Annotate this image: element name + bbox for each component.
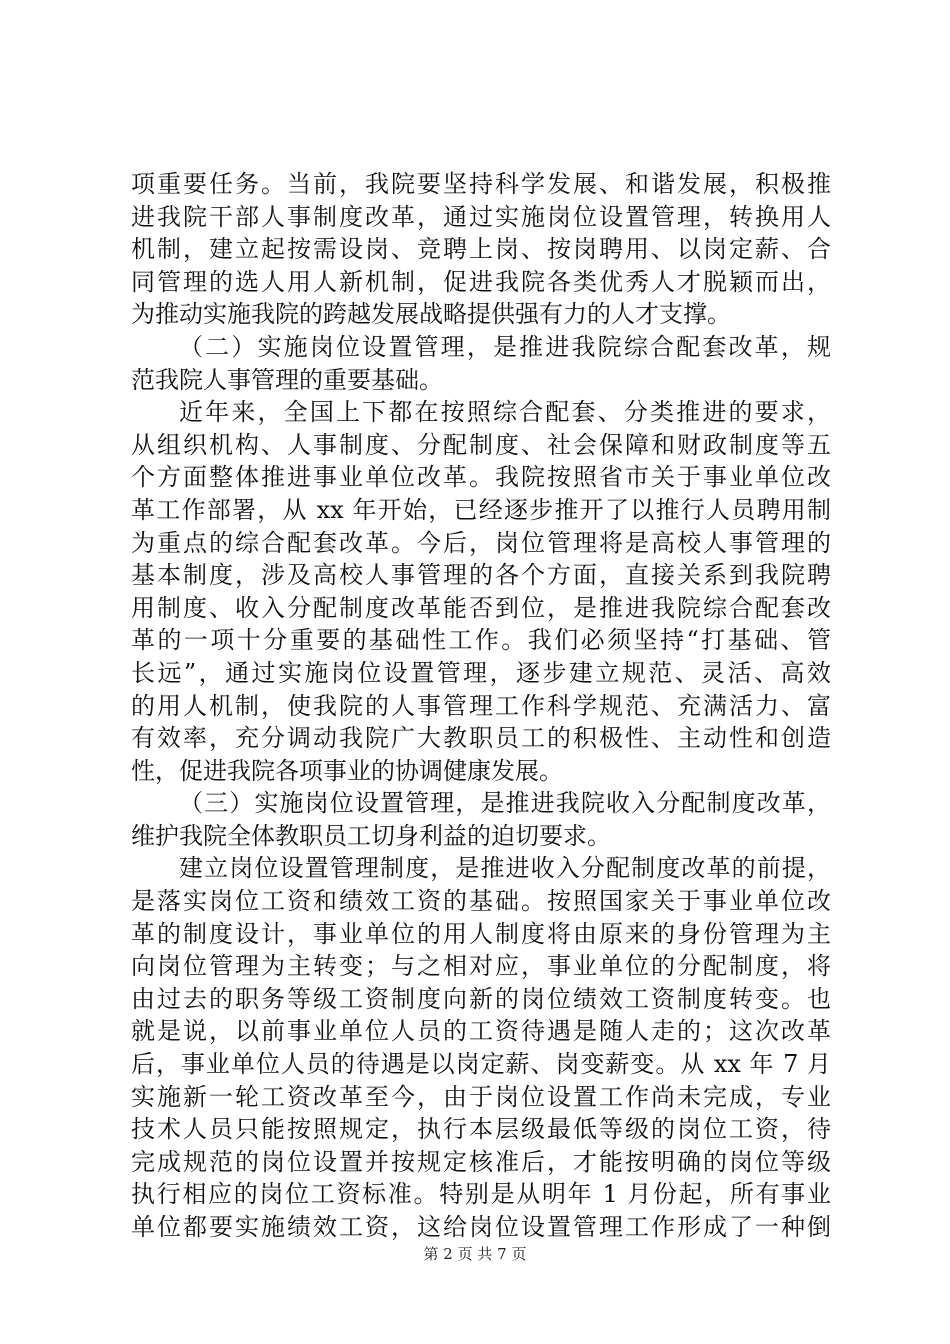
text-line: 由过去的职务等级工资制度向新的岗位绩效工资制度转变。也 <box>131 984 831 1013</box>
text-line: 长远”，通过实施岗位设置管理，逐步建立规范、灵活、高效 <box>131 658 831 687</box>
text-line: 个方面整体推进事业单位改革。我院按照省市关于事业单位改 <box>131 463 831 492</box>
text-line: 进我院干部人事制度改革，通过实施岗位设置管理，转换用人 <box>131 202 831 231</box>
text-line: 就是说，以前事业单位人员的工资待遇是随人走的；这次改革 <box>131 1017 831 1046</box>
text-line: 技术人员只能按照规定，执行本层级最低等级的岗位工资，待 <box>131 1115 831 1144</box>
text-line: 范我院人事管理的重要基础。 <box>131 365 443 394</box>
document-body <box>131 168 831 1244</box>
text-line: 用制度、收入分配制度改革能否到位，是推进我院综合配套改 <box>131 593 831 622</box>
text-line: （二）实施岗位设置管理，是推进我院综合配套改革，规 <box>179 332 831 361</box>
text-line: 维护我院全体教职员工切身利益的迫切要求。 <box>131 821 611 850</box>
text-line: 项重要任务。当前，我院要坚持科学发展、和谐发展，积极推 <box>131 170 831 198</box>
text-line: 机制，建立起按需设岗、竞聘上岗、按岗聘用、以岗定薪、合 <box>131 235 831 264</box>
text-line: 为重点的综合配套改革。今后，岗位管理将是高校人事管理的 <box>131 528 831 557</box>
text-line: 的用人机制，使我院的人事管理工作科学规范、充满活力、富 <box>131 691 831 720</box>
text-line: 实施新一轮工资改革至今，由于岗位设置工作尚未完成，专业 <box>131 1082 831 1111</box>
text-line: 是落实岗位工资和绩效工资的基础。按照国家关于事业单位改 <box>131 887 831 916</box>
text-line: 从组织机构、人事制度、分配制度、社会保障和财政制度等五 <box>131 430 831 459</box>
text-line: 后，事业单位人员的待遇是以岗定薪、岗变薪变。从 xx 年 7 月 <box>131 1050 831 1079</box>
text-line: 革工作部署，从 xx 年开始，已经逐步推开了以推行人员聘用制 <box>131 495 831 524</box>
text-line: 建立岗位设置管理制度，是推进收入分配制度改革的前提， <box>179 854 831 883</box>
text-line: （三）实施岗位设置管理，是推进我院收入分配制度改革， <box>179 789 831 818</box>
page-number-footer: 第 2 页 共 7 页 <box>423 1245 527 1263</box>
text-line: 执行相应的岗位工资标准。特别是从明年 1 月份起，所有事业 <box>131 1180 831 1209</box>
text-line: 革的制度设计，事业单位的用人制度将由原来的身份管理为主 <box>131 919 831 948</box>
text-line: 有效率，充分调动我院广大教职员工的积极性、主动性和创造 <box>131 724 831 753</box>
text-line: 完成规范的岗位设置并按规定核准后，才能按明确的岗位等级 <box>131 1147 831 1176</box>
text-line: 向岗位管理为主转变；与之相对应，事业单位的分配制度，将 <box>131 952 831 981</box>
text-line: 基本制度，涉及高校人事管理的各个方面，直接关系到我院聘 <box>131 561 831 590</box>
text-line: 为推动实施我院的跨越发展战略提供强有力的人才支撑。 <box>131 300 731 329</box>
text-line: 性，促进我院各项事业的协调健康发展。 <box>131 756 563 785</box>
text-line: 革的一项十分重要的基础性工作。我们必须坚持“打基础、管 <box>131 626 831 655</box>
text-line: 同管理的选人用人新机制，促进我院各类优秀人才脱颖而出， <box>131 267 831 296</box>
text-line: 单位都要实施绩效工资，这给岗位设置管理工作形成了一种倒 <box>131 1213 831 1241</box>
text-line: 近年来，全国上下都在按照综合配套、分类推进的要求， <box>179 398 831 427</box>
